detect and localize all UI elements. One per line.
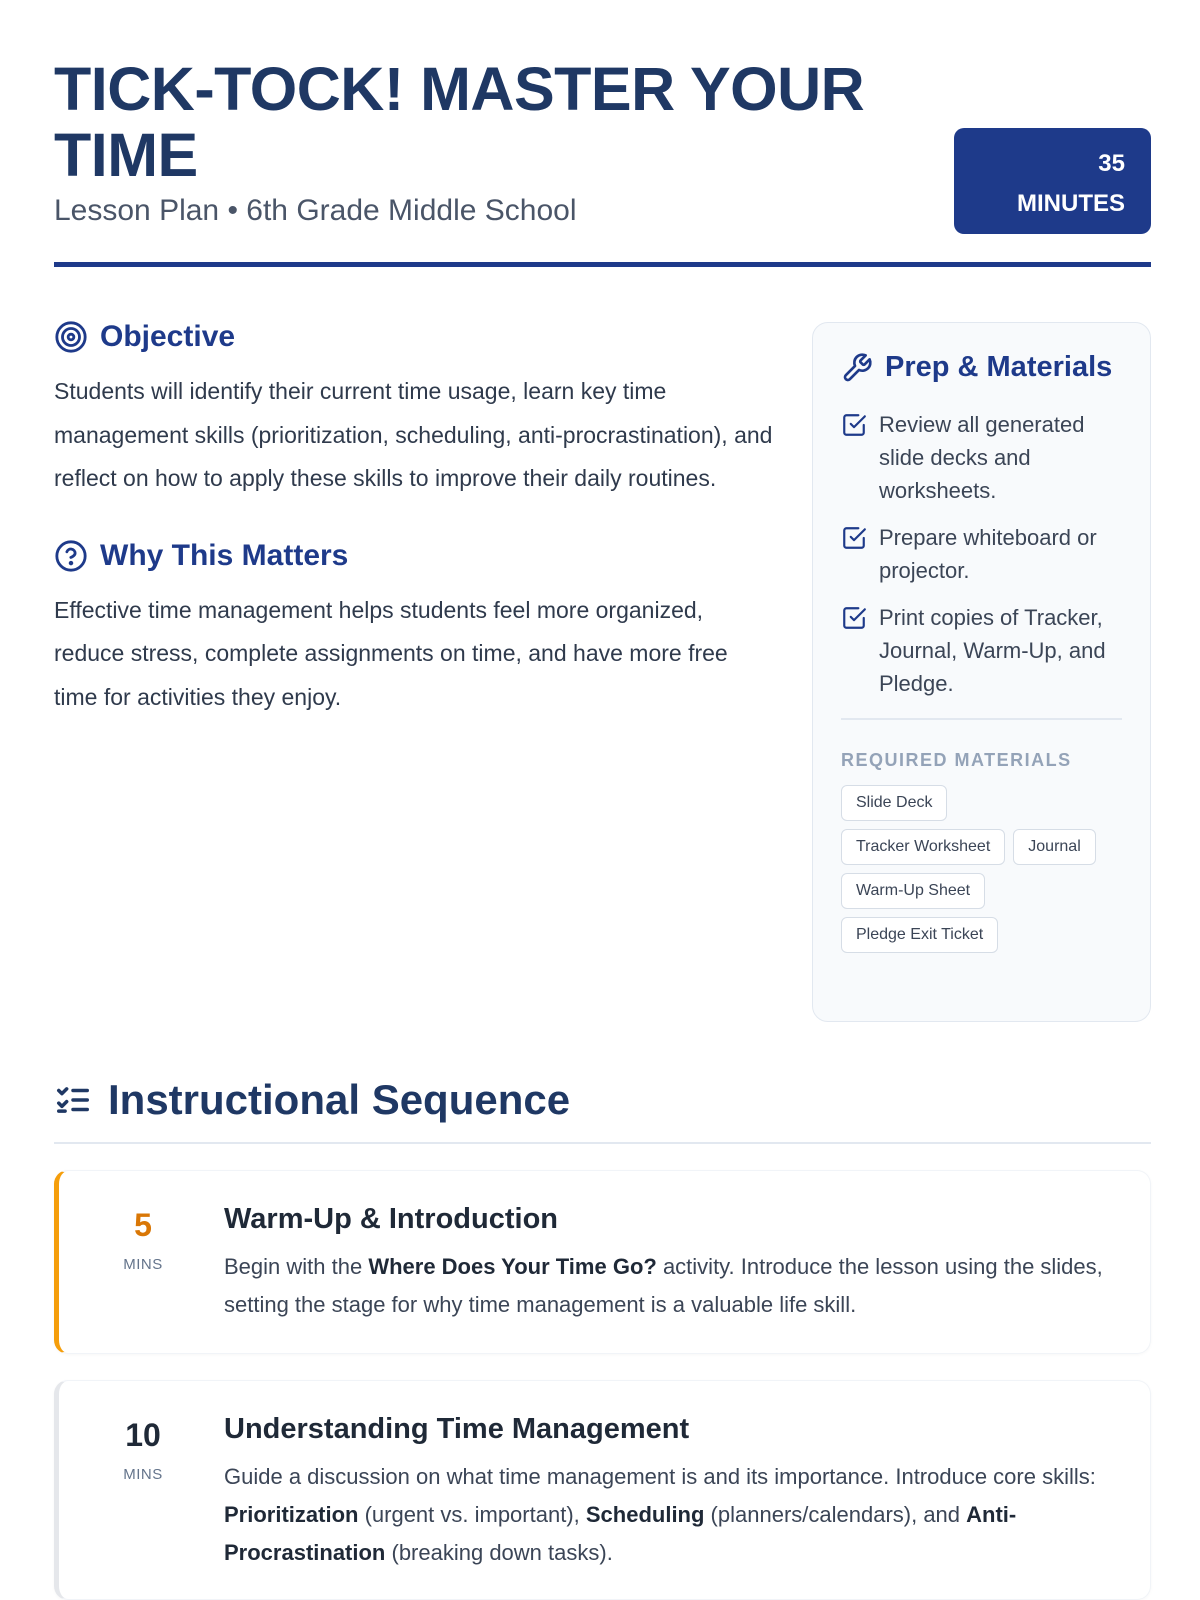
prep-item: Prepare whiteboard or projector. [841,521,1122,587]
wrench-icon [841,352,873,384]
target-icon [54,320,88,354]
duration-unit: MINUTES [1017,190,1125,217]
step-minutes: 5 [134,1207,152,1243]
duration-badge [954,128,1151,234]
materials-tags [841,785,1111,953]
sequence-divider [54,1142,1151,1144]
header-divider [54,262,1151,267]
checkbox-checked-icon [841,412,867,438]
step-content [224,1203,1104,1324]
why-text: Effective time management helps students feel more organized, reduce stress, complete assignments on time, and have more free time for activities they enjoy. [54,596,728,710]
objective-heading: Objective [100,320,236,353]
prep-item: Print copies of Tracker, Journal, Warm-Up, and Pledge. [841,601,1122,700]
required-materials-label: REQUIRED MATERIALS [841,749,1072,770]
prep-checklist [841,408,1122,700]
prep-heading: Prep & Materials [885,351,1113,383]
step-duration [115,1207,171,1273]
checklist-icon [54,1081,92,1119]
page-subtitle: Lesson Plan • 6th Grade Middle School [54,194,577,227]
step-description: Guide a discussion on what time management is and its importance. Introduce core skills: Prioritization (urgent vs. important), Scheduling (planners/calendars), and Anti-Procrastination (breaking down tasks). [224,1464,1096,1565]
prep-item: Review all generated slide decks and worksheets. [841,408,1122,507]
step-content [224,1413,1104,1572]
objective-text: Students will identify their current time usage, learn key time management skills (prioritization, scheduling, anti-procrastination), and reflect on how to apply these skills to improve their daily routines. [54,378,773,491]
sequence-step [54,1380,1151,1600]
step-title: Understanding Time Management [224,1413,690,1445]
why-heading: Why This Matters [100,538,349,572]
objective-section [54,320,774,501]
checkbox-checked-icon [841,605,867,631]
lesson-header [54,56,1151,228]
sequence-step [54,1170,1151,1354]
step-title: Warm-Up & Introduction [224,1203,558,1235]
help-circle-icon [54,539,88,573]
material-tag: Slide Deck [841,785,947,821]
step-minutes-unit: MINS [123,1256,163,1273]
material-tag: Pledge Exit Ticket [841,917,998,953]
checkbox-checked-icon [841,525,867,551]
main-column [54,320,774,719]
why-section [54,539,774,720]
step-minutes-unit: MINS [123,1466,163,1483]
prep-divider [841,718,1122,720]
prep-materials-card [812,322,1151,1022]
material-tag: Journal [1013,829,1095,865]
step-minutes: 10 [125,1417,161,1453]
material-tag: Tracker Worksheet [841,829,1005,865]
step-duration [115,1417,171,1483]
step-description: Begin with the Where Does Your Time Go? activity. Introduce the lesson using the slides, setting the stage for why time management is a valuable life skill. [224,1254,1103,1317]
page-title: TICK-TOCK! MASTER YOUR TIME [54,55,865,189]
duration-value: 35 [1098,150,1125,177]
sequence-header [54,1076,570,1124]
material-tag: Warm-Up Sheet [841,873,985,909]
sequence-heading: Instructional Sequence [108,1076,571,1123]
